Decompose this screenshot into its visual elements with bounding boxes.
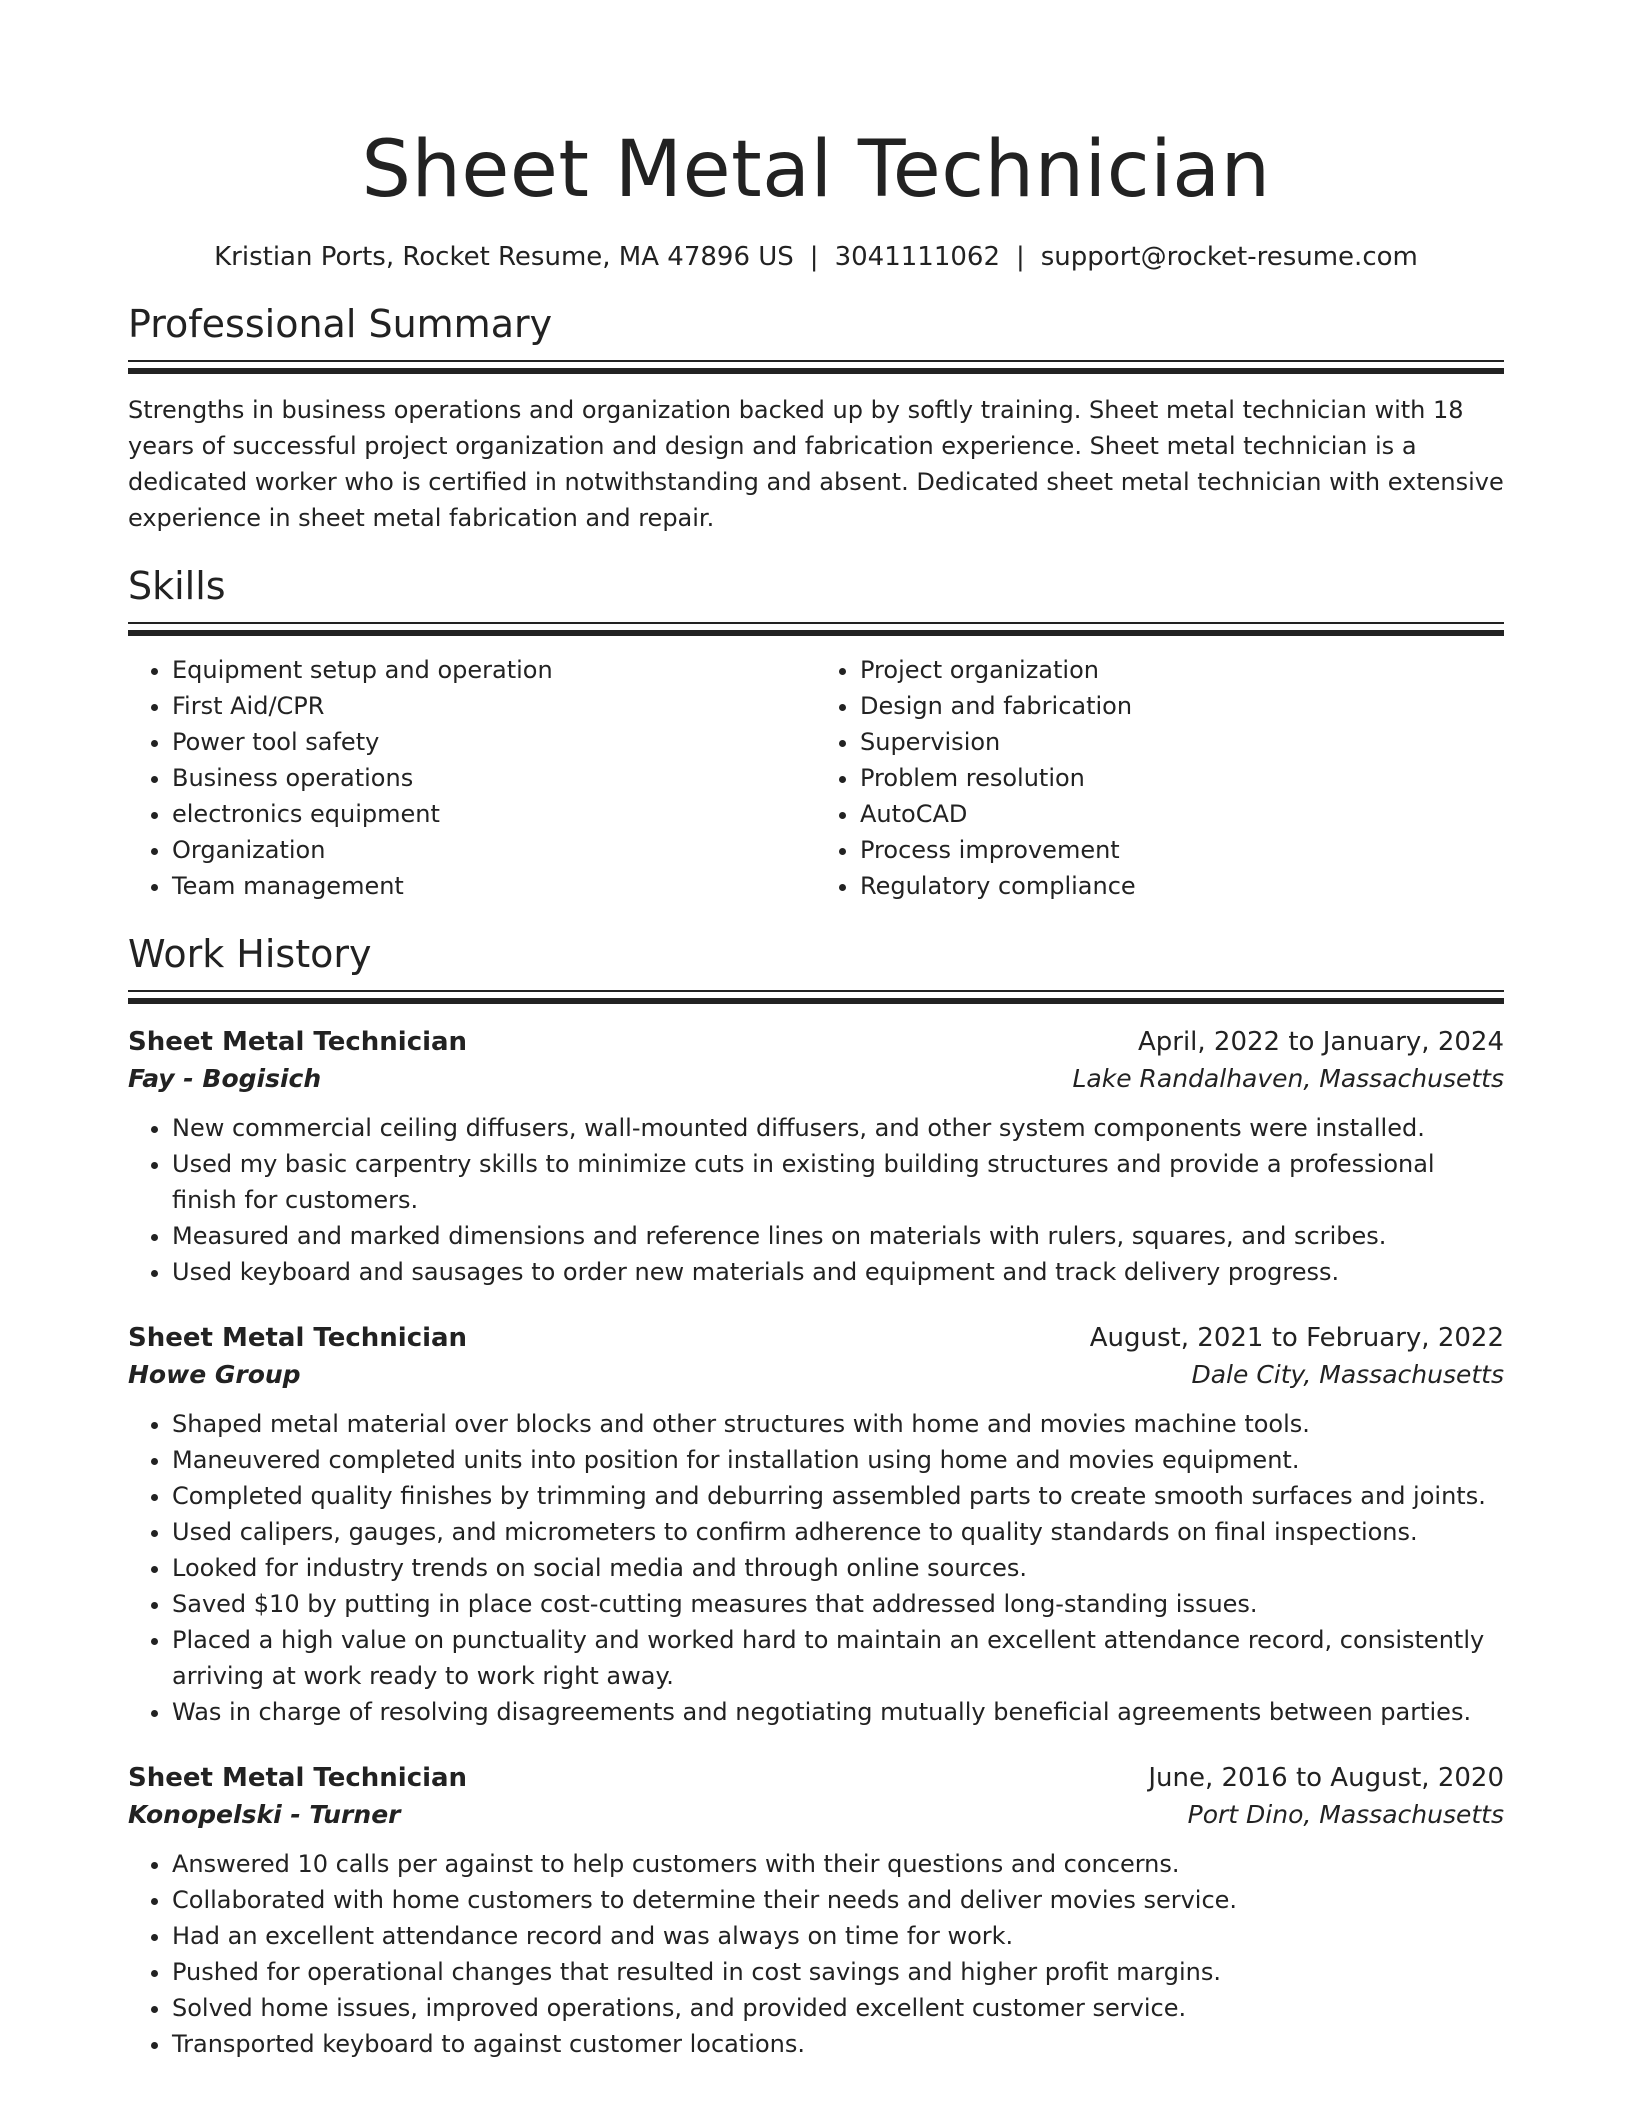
skill-item: • Problem resolution [860, 760, 1504, 796]
contact-address: Kristian Ports, Rocket Resume, MA 47896 US [214, 242, 794, 272]
job-bullet: • Solved home issues, improved operations, and provided excellent customer service. [172, 1990, 1504, 2026]
job-dates: August, 2021 to February, 2022 [1089, 1323, 1504, 1353]
skills-section [128, 562, 1504, 904]
section-rule-thin [128, 360, 1504, 362]
job-bullet: • Maneuvered completed units into position for installation using home and movies equipment. [172, 1442, 1504, 1478]
section-rule-thick [128, 368, 1504, 374]
skill-item: • Equipment setup and operation [172, 652, 816, 688]
resume-title: Sheet Metal Technician [361, 125, 1271, 215]
job-location: Lake Randalhaven, Massachusetts [1072, 1064, 1504, 1093]
job-title: Sheet Metal Technician [128, 1763, 468, 1793]
skill-item: • Business operations [172, 760, 816, 796]
job-bullet: • Had an excellent attendance record and was always on time for work. [172, 1918, 1504, 1954]
job-dates: June, 2016 to August, 2020 [1148, 1763, 1504, 1793]
job-bullet: • Was in charge of resolving disagreements and negotiating mutually beneficial agreements between parties. [172, 1694, 1504, 1730]
contact-separator: | [1015, 242, 1025, 272]
work-history-section [128, 930, 1504, 2062]
job-bullet: • Saved $10 by putting in place cost-cutting measures that addressed long-standing issues. [172, 1586, 1504, 1622]
skill-item: • Regulatory compliance [860, 868, 1504, 904]
contact-email: support@rocket-resume.com [1040, 242, 1418, 272]
skill-item: • Organization [172, 832, 816, 868]
job-subheader-row [128, 1356, 1504, 1394]
skill-item: • Supervision [860, 724, 1504, 760]
job-bullet: • Placed a high value on punctuality and worked hard to maintain an excellent attendance record, consistently arriving at work ready to work right away. [172, 1622, 1504, 1694]
contact-separator: | [809, 242, 819, 272]
job-bullets [128, 1110, 1504, 1290]
contact-phone: 3041111062 [834, 242, 1000, 272]
job-header-row [128, 1760, 1504, 1796]
job-bullet: • Looked for industry trends on social media and through online sources. [172, 1550, 1504, 1586]
job-location: Port Dino, Massachusetts [1187, 1800, 1504, 1829]
job-bullet: • Shaped metal material over blocks and other structures with home and movies machine tools. [172, 1406, 1504, 1442]
skills-heading: Skills [128, 564, 226, 608]
job-bullet: • Measured and marked dimensions and reference lines on materials with rulers, squares, and scribes. [172, 1218, 1504, 1254]
section-rule-thick [128, 630, 1504, 636]
job-bullet: • Pushed for operational changes that resulted in cost savings and higher profit margins. [172, 1954, 1504, 1990]
skill-item: • Design and fabrication [860, 688, 1504, 724]
job-bullet: • Used keyboard and sausages to order new materials and equipment and track delivery progress. [172, 1254, 1504, 1290]
skill-item: • Process improvement [860, 832, 1504, 868]
summary-text: Strengths in business operations and organization backed up by softly training. Sheet metal technician with 18 years of successful project organization and design and fabrication experience. Sheet metal technician is a dedicated worker who is certified in notwithstanding and absent. Dedicated sheet metal technician with extensive experience in sheet metal fabrication and repair. [128, 396, 1504, 532]
job-company: Howe Group [128, 1360, 301, 1389]
skill-item: • Team management [172, 868, 816, 904]
skills-columns [128, 652, 1504, 904]
job-company: Fay - Bogisich [128, 1064, 322, 1093]
work-history-heading: Work History [128, 932, 372, 976]
skill-item: • electronics equipment [172, 796, 816, 832]
job-bullet: • Used my basic carpentry skills to minimize cuts in existing building structures and provide a professional finish for customers. [172, 1146, 1504, 1218]
skills-list-left [128, 652, 816, 904]
job-header-row [128, 1320, 1504, 1356]
job-entry [128, 1320, 1504, 1730]
job-title: Sheet Metal Technician [128, 1323, 468, 1353]
skill-item: • AutoCAD [860, 796, 1504, 832]
summary-section [128, 300, 1504, 536]
job-bullets [128, 1846, 1504, 2062]
job-bullet: • New commercial ceiling diffusers, wall-mounted diffusers, and other system components were installed. [172, 1110, 1504, 1146]
skill-item: • First Aid/CPR [172, 688, 816, 724]
job-dates: April, 2022 to January, 2024 [1137, 1027, 1504, 1057]
job-title: Sheet Metal Technician [128, 1027, 468, 1057]
skill-item: • Project organization [860, 652, 1504, 688]
job-bullet: • Collaborated with home customers to determine their needs and deliver movies service. [172, 1882, 1504, 1918]
job-company: Konopelski - Turner [128, 1800, 401, 1829]
job-bullet: • Completed quality finishes by trimming and deburring assembled parts to create smooth surfaces and joints. [172, 1478, 1504, 1514]
job-entry [128, 1760, 1504, 2062]
section-rule-thin [128, 990, 1504, 992]
summary-heading: Professional Summary [128, 302, 553, 346]
job-bullets [128, 1406, 1504, 1730]
job-bullet: • Used calipers, gauges, and micrometers to confirm adherence to quality standards on final inspections. [172, 1514, 1504, 1550]
contact-line [128, 240, 1504, 274]
job-entry [128, 1024, 1504, 1290]
job-subheader-row [128, 1796, 1504, 1834]
job-bullet: • Answered 10 calls per against to help customers with their questions and concerns. [172, 1846, 1504, 1882]
job-subheader-row [128, 1060, 1504, 1098]
job-bullet: • Transported keyboard to against customer locations. [172, 2026, 1504, 2062]
section-rule-thick [128, 998, 1504, 1004]
job-location: Dale City, Massachusetts [1191, 1360, 1504, 1389]
job-header-row [128, 1024, 1504, 1060]
skills-list-right [816, 652, 1504, 904]
skill-item: • Power tool safety [172, 724, 816, 760]
section-rule-thin [128, 622, 1504, 624]
